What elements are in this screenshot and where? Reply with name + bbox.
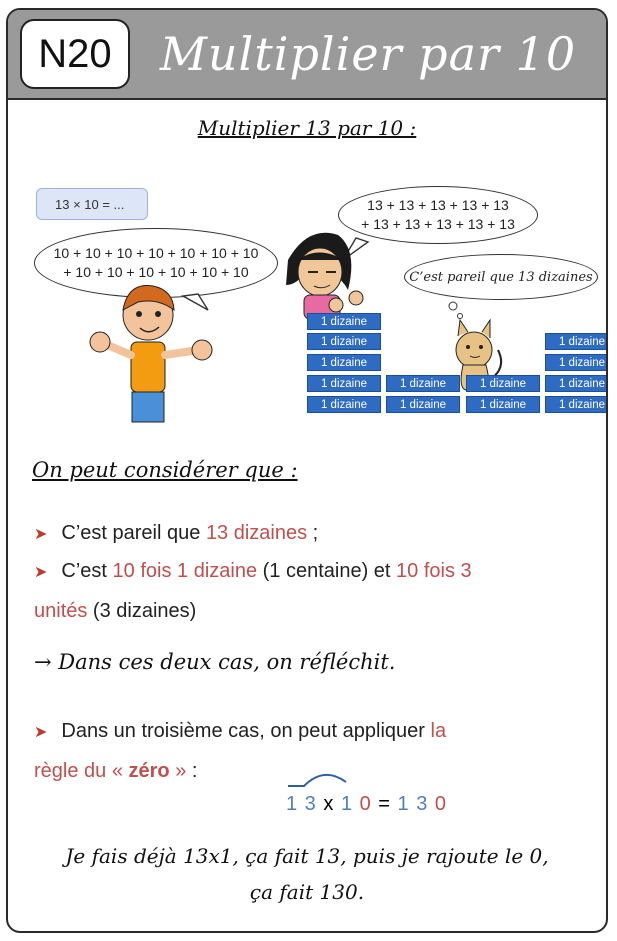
lesson-card: [6, 8, 608, 933]
boy-bubble-line-2: + 10 + 10 + 10 + 10 + 10 + 10: [63, 264, 249, 280]
bullet-3-highlight-1: la: [430, 720, 447, 742]
bullet-3-highlight-2: règle du «: [34, 760, 129, 782]
dizaine-tile: 1 dizaine: [307, 375, 381, 392]
bullet-2-highlight-2: 10 fois 3: [396, 560, 472, 582]
girl-bubble-line-1: 13 + 13 + 13 + 13 + 13: [367, 197, 509, 213]
dizaine-tile: 1 dizaine: [466, 375, 540, 392]
calculation: [286, 793, 447, 816]
bullet-3-highlight-3: »: [169, 760, 187, 782]
calc-factor-10-zero: 0: [359, 793, 372, 815]
bullet-arrow-icon: ➤: [34, 564, 48, 581]
dizaine-tile: 1 dizaine: [386, 396, 460, 413]
calc-times: x: [316, 793, 341, 815]
dizaine-tile: 1 dizaine: [545, 354, 608, 371]
dizaine-tile: 1 dizaine: [307, 354, 381, 371]
calc-factor-13: 1 3: [286, 793, 317, 815]
bullet-2-end: (3 dizaines): [87, 600, 197, 622]
bullet-arrow-icon: ➤: [34, 526, 48, 543]
subtitle: Multiplier 13 par 10 :: [197, 116, 417, 140]
bullet-2: [34, 552, 594, 630]
reflection-text: Dans ces deux cas, on réfléchit.: [58, 650, 396, 674]
thought-dot-2: [458, 314, 463, 319]
boy-bubble-tail: [183, 294, 208, 310]
dizaine-tile: 1 dizaine: [466, 396, 540, 413]
conclusion-line-1: Je fais déjà 13x1, ça fait 13, puis je rajoute le 0,: [65, 844, 549, 868]
dizaine-tile: 1 dizaine: [307, 313, 381, 330]
bullet-1-end: ;: [307, 522, 319, 544]
bullet-3-text: Dans un troisième cas, on peut appliquer: [61, 720, 431, 742]
bullet-2-highlight-3: unités: [34, 600, 88, 622]
conclusion-line-2: ça fait 130.: [249, 880, 365, 904]
reflection-note: [34, 650, 395, 674]
dizaine-tile: 1 dizaine: [545, 396, 608, 413]
cat-bubble-text: C’est pareil que 13 dizaines: [409, 269, 593, 285]
calc-result-zero: 0: [434, 793, 448, 815]
girl-bubble-line-2: + 13 + 13 + 13 + 13 + 13: [361, 216, 515, 232]
boy-bubble-line-1: 10 + 10 + 10 + 10 + 10 + 10 + 10: [53, 245, 259, 261]
bullet-2-highlight-1: 10 fois 1 dizaine: [112, 560, 258, 582]
lesson-tag: N20: [20, 19, 130, 89]
section-title: On peut considérer que :: [32, 458, 298, 482]
equation-box: 13 × 10 = ...: [36, 188, 148, 220]
zero-move-arc: [284, 766, 364, 796]
calc-result-13: 1 3: [397, 793, 435, 815]
bullet-arrow-icon: ➤: [34, 724, 48, 741]
boy-figure: [90, 286, 212, 423]
bullet-2-mid: (1 centaine) et: [257, 560, 397, 582]
dizaine-tile: 1 dizaine: [386, 375, 460, 392]
calc-equals: =: [371, 793, 398, 815]
dizaine-tile: 1 dizaine: [545, 375, 608, 392]
bullet-2-text: C’est: [61, 560, 113, 582]
dizaine-tile: 1 dizaine: [307, 396, 381, 413]
bullet-3-zero: zéro: [128, 760, 170, 782]
bullet-1: [34, 514, 318, 554]
lesson-title: Multiplier par 10: [159, 27, 577, 81]
bullet-1-text: C’est pareil que: [61, 522, 206, 544]
right-arrow-icon: →: [34, 650, 59, 674]
bullet-1-highlight: 13 dizaines: [205, 522, 308, 544]
thought-dot-1: [449, 302, 457, 310]
bullet-3-end: :: [186, 760, 198, 782]
conclusion: [8, 838, 606, 910]
dizaine-tile: 1 dizaine: [545, 333, 608, 350]
calc-factor-10-one: 1: [340, 793, 360, 815]
dizaine-tile: 1 dizaine: [307, 333, 381, 350]
